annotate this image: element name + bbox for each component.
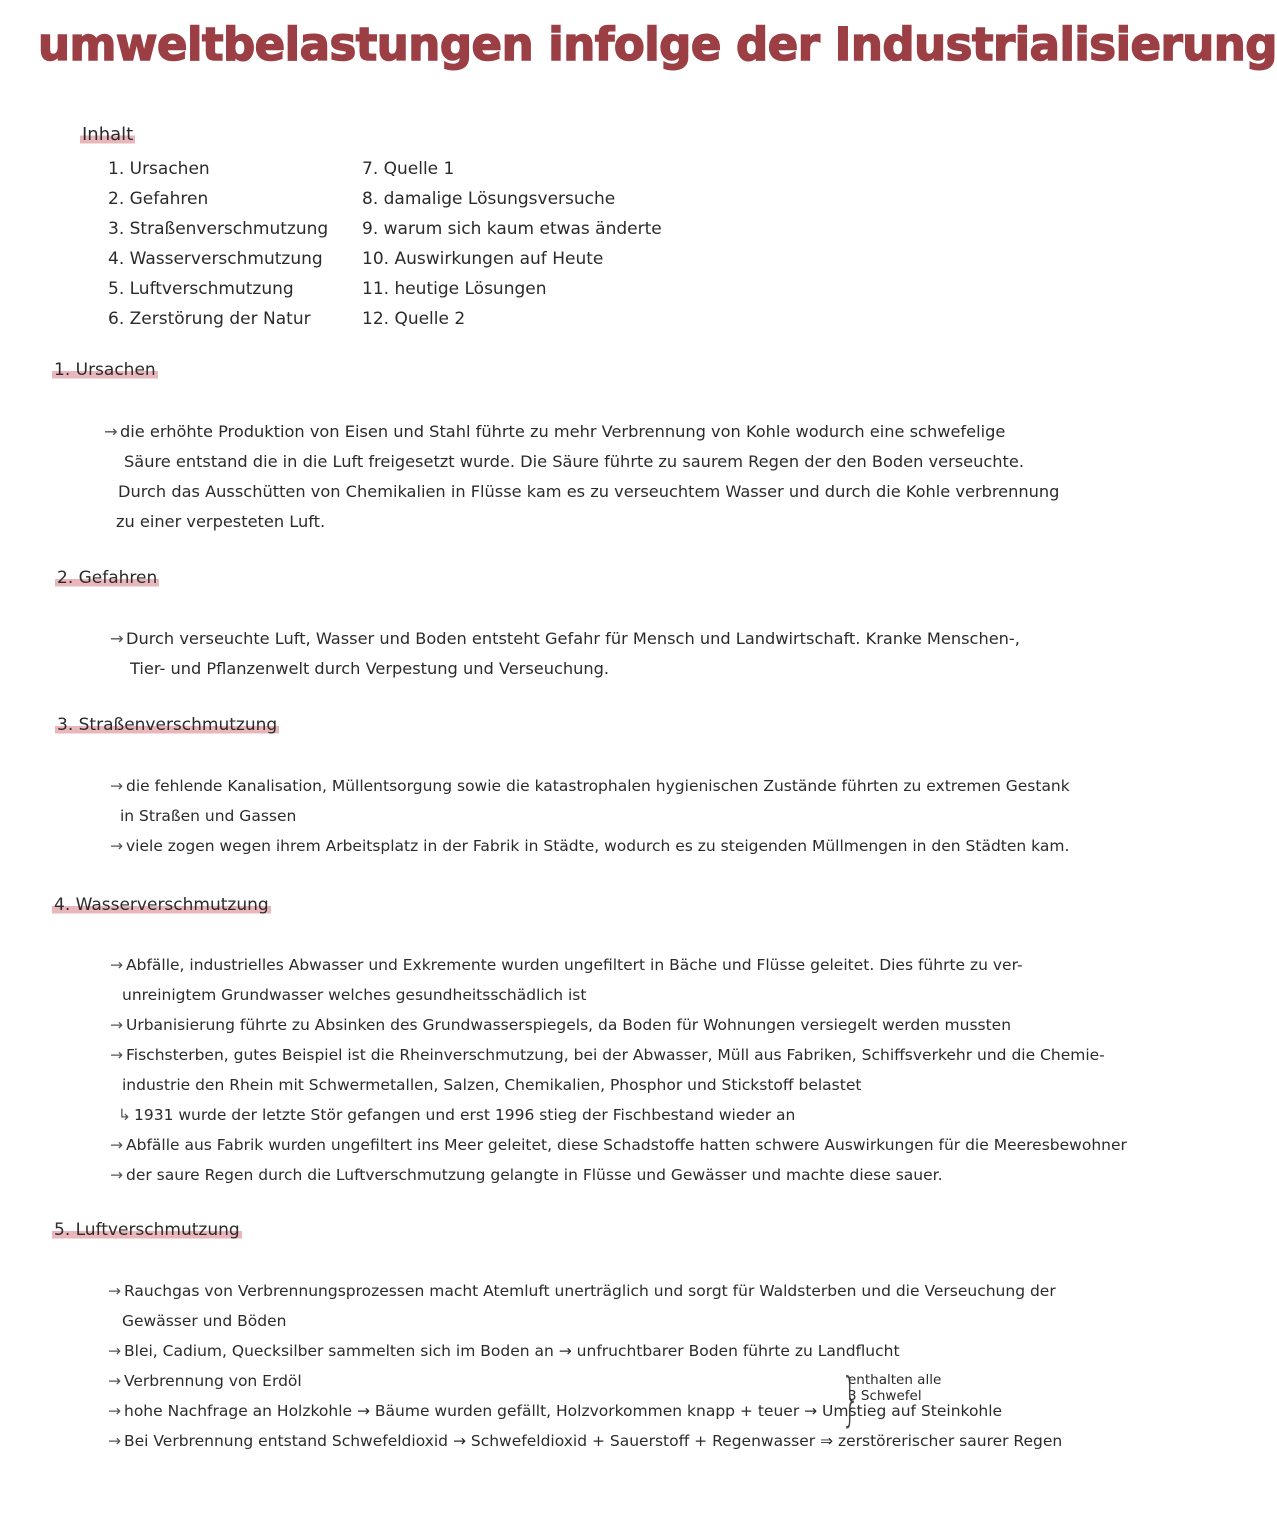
section-heading-ursachen: 1. Ursachen [54, 360, 156, 380]
toc-item: 6. Zerstörung der Natur [108, 309, 311, 329]
toc-item: 1. Ursachen [108, 159, 210, 179]
arrow-icon: → [110, 1016, 123, 1034]
toc-item: 12. Quelle 2 [362, 309, 466, 329]
arrow-icon: → [110, 1136, 123, 1154]
section-body-gefahren: → Durch verseuchte Luft, Wasser und Boden entsteht Gefahr für Mensch und Landwirtschaft. Kranke Menschen-, Tier- und Pflanzenwelt durch Verpestung und Verseuchung. [110, 624, 1020, 684]
arrow-icon: → [110, 837, 123, 855]
toc-item: 7. Quelle 1 [362, 159, 455, 179]
toc-item: 8. damalige Lösungsversuche [362, 189, 616, 209]
toc-item: 3. Straßenverschmutzung [108, 219, 329, 239]
section-body-ursachen: → die erhöhte Produktion von Eisen und Stahl führte zu mehr Verbrennung von Kohle wodurch eine schwefelige Säure entstand die in die Luft freigesetzt wurde. Die Säure führte zu saurem Regen der den Boden verseuchte. Durch das Ausschütten von Chemikalien in Flüsse kam es zu verseuchtem Wasser und durch die Kohle verbrennung zu einer verpesteten Luft. [104, 417, 1059, 537]
section-heading-strassenverschmutzung: 3. Straßenverschmutzung [57, 715, 278, 735]
section-body-strassenverschmutzung: → die fehlende Kanalisation, Müllentsorgung sowie die katastrophalen hygienischen Zustände führten zu extremen Gestank in Straßen und Gassen → viele zogen wegen ihrem Arbeitsplatz in der Fabrik in Städte, wodurch es zu steigenden Müllmengen in den Städten kam. [110, 771, 1070, 861]
sub-arrow-icon: ↳ [118, 1106, 131, 1124]
section-heading-wasserverschmutzung: 4. Wasserverschmutzung [54, 895, 269, 915]
page-title: umweltbelastungen infolge der Industrialisierung [38, 18, 1277, 71]
toc-item: 11. heutige Lösungen [362, 279, 547, 299]
arrow-icon: → [108, 1372, 121, 1390]
arrow-icon: → [110, 777, 123, 795]
toc-item: 4. Wasserverschmutzung [108, 249, 323, 269]
section-body-luftverschmutzung: → Rauchgas von Verbrennungsprozessen macht Atemluft unerträglich und sorgt für Waldsterben und die Verseuchung der Gewässer und Böden → Blei, Cadium, Quecksilber sammelten sich im Boden an → unfruchtbarer Boden führte zu Landflucht → Verbrennung von Erdöl → hohe Nachfrage an Holzkohle → Bäume wurden gefällt, Holzvorkommen knapp + teuer → Umstieg auf Steinkohle → Bei Verbrennung entstand Schwefeldioxid → Schwefeldioxid + Sauerstoff + Regenwasser ⇒ zerstörerischer saurer Regen [108, 1276, 1062, 1456]
toc-right-column [362, 154, 662, 334]
toc-left-column [108, 154, 328, 334]
toc-heading: Inhalt [82, 124, 134, 145]
arrow-icon: → [110, 1046, 123, 1064]
arrow-icon: → [108, 1342, 121, 1360]
arrow-icon: → [110, 956, 123, 974]
toc-item: 2. Gefahren [108, 189, 209, 209]
section-body-wasserverschmutzung: → Abfälle, industrielles Abwasser und Exkremente wurden ungefiltert in Bäche und Flüsse geleitet. Dies führte zu ver- unreinigtem Grundwasser welches gesundheitsschädlich ist → Urbanisierung führte zu Absinken des Grundwasserspiegels, da Boden für Wohnungen versiegelt werden mussten → Fischsterben, gutes Beispiel ist die Rheinverschmutzung, bei der Abwasser, Müll aus Fabriken, Schiffsverkehr und die Chemie- industrie den Rhein mit Schwermetallen, Salzen, Chemikalien, Phosphor und Stickstoff belastet ↳ 1931 wurde der letzte Stör gefangen und erst 1996 stieg der Fischbestand wieder an → Abfälle aus Fabrik wurden ungefiltert ins Meer geleitet, diese Schadstoffe hatten schwere Auswirkungen für die Meeresbewohner → der saure Regen durch die Luftverschmutzung gelangte in Flüsse und Gewässer und machte diese sauer. [110, 950, 1127, 1190]
side-note: enthalten alle 3 Schwefel [848, 1372, 942, 1404]
toc-item: 9. warum sich kaum etwas änderte [362, 219, 662, 239]
arrow-icon: → [104, 422, 118, 441]
section-heading-gefahren: 2. Gefahren [57, 568, 158, 588]
arrow-icon: → [108, 1282, 121, 1300]
arrow-icon: → [108, 1402, 121, 1420]
toc-item: 10. Auswirkungen auf Heute [362, 249, 604, 269]
toc-item: 5. Luftverschmutzung [108, 279, 294, 299]
arrow-icon: → [110, 629, 124, 648]
section-heading-luftverschmutzung: 5. Luftverschmutzung [54, 1220, 240, 1240]
brace-icon: } [841, 1365, 860, 1433]
arrow-icon: → [108, 1432, 121, 1450]
arrow-icon: → [110, 1166, 123, 1184]
